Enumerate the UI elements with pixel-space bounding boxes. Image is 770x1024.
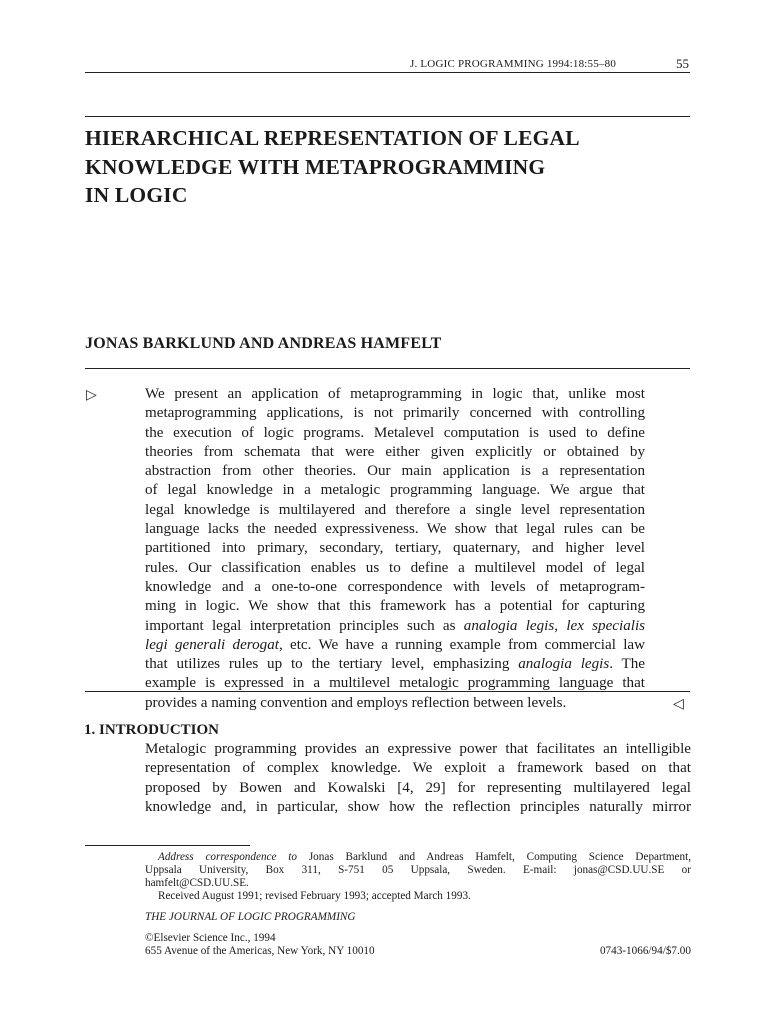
abstract-line: language lacks the needed expressiveness. We show that legal rules can be: [145, 521, 645, 538]
running-head: J. LOGIC PROGRAMMING 1994:18:55–80: [410, 58, 617, 70]
footnote-rule: [85, 845, 250, 846]
abstract-line: [145, 655, 645, 674]
authors: JONAS BARKLUND AND ANDREAS HAMFELT: [85, 335, 442, 352]
journal-name-text: THE JOURNAL OF LOGIC PROGRAMMING: [145, 911, 356, 923]
abstract-line: metaprogramming applications, is not primarily concerned with controlling: [145, 405, 645, 422]
publisher-address: 655 Avenue of the Americas, New York, NY 10010: [145, 945, 375, 957]
page-number: 55: [676, 56, 689, 71]
abstract-line: abstraction from other theories. Our main application is a representation: [145, 463, 645, 480]
abstract-term: analogia legis: [518, 656, 610, 673]
abstract-line: knowledge and a one-to-one correspondence with levels of metaprogram-: [145, 578, 645, 595]
title-line-2: KNOWLEDGE WITH METAPROGRAMMING: [85, 155, 546, 179]
intro-line: proposed by Bowen and Kowalski [4, 29] for representing multilayered legal: [145, 779, 691, 796]
footer-row: [145, 945, 691, 958]
intro-paragraph: [145, 740, 691, 817]
abstract-line: legal knowledge is multilayered and therefore a single level representation: [145, 501, 645, 518]
abstract-text: , etc. We have a running example from commercial law: [278, 636, 645, 653]
footnote-address-line: Uppsala University, Box 311, S-751 05 Uppsala, Sweden. E-mail: jonas@CSD.UU.SE or: [145, 864, 691, 876]
title-line-3: IN LOGIC: [85, 183, 188, 207]
abstract-text: . The: [609, 656, 645, 673]
title-top-rule: [85, 116, 690, 117]
abstract-line: provides a naming convention and employs reflection between levels.: [145, 694, 567, 711]
abstract-line: rules. Our classification enables us to define a multilevel model of legal: [145, 559, 645, 576]
authors-rule: [85, 368, 690, 369]
abstract-text: ,: [554, 617, 567, 634]
intro-line: knowledge and, in particular, show how the reflection principles naturally mirror: [145, 798, 691, 815]
footnote-address-line: hamfelt@CSD.UU.SE.: [145, 877, 249, 889]
footnote-address: [145, 851, 691, 864]
abstract-end-marker-icon: ◁: [673, 697, 684, 712]
footnote-text: Jonas Barklund and Andreas Hamfelt, Computing Science Department,: [297, 851, 691, 863]
abstract-term: legi generali derogat: [145, 636, 279, 653]
abstract-line: example is expressed in a multilevel metalogic programming language that: [145, 675, 645, 692]
abstract-text: that utilizes rules up to the tertiary level, emphasizing: [145, 656, 519, 673]
abstract-line: of legal knowledge in a metalogic programming language. We argue that: [145, 482, 645, 499]
abstract-line: [145, 636, 645, 655]
abstract: [145, 385, 645, 713]
footnote-address-label: Address correspondence to: [158, 851, 297, 863]
issn-code: 0743-1066/94/$7.00: [599, 945, 691, 957]
title-line-1: HIERARCHICAL REPRESENTATION OF LEGAL: [85, 126, 580, 150]
header-rule: [85, 72, 690, 73]
journal-name: [145, 911, 691, 924]
abstract-line: theories from schemata that were either given explicitly or obtained by: [145, 443, 645, 460]
abstract-line: partitioned into primary, secondary, tertiary, quaternary, and higher level: [145, 540, 645, 557]
abstract-line: We present an application of metaprogramming in logic that, unlike most: [145, 386, 645, 402]
abstract-text: important legal interpretation principles such as: [145, 617, 464, 634]
abstract-line: ming in logic. We show that this framework has a potential for capturing: [145, 598, 645, 615]
abstract-start-marker-icon: ▷: [86, 388, 97, 403]
section-heading: 1. INTRODUCTION: [84, 722, 220, 738]
abstract-bottom-rule: [85, 691, 690, 692]
copyright: ©Elsevier Science Inc., 1994: [145, 932, 276, 944]
footnote-received: Received August 1991; revised February 1993; accepted March 1993.: [158, 890, 471, 902]
abstract-line: [145, 617, 645, 636]
abstract-term: lex specialis: [566, 617, 646, 634]
footnote: [145, 851, 691, 958]
intro-line: Metalogic programming provides an expressive power that facilitates an intelligible: [145, 741, 691, 757]
intro-line: representation of complex knowledge. We exploit a framework based on that: [145, 760, 691, 777]
abstract-term: analogia legis: [463, 617, 555, 634]
abstract-line: the execution of logic programs. Metalevel computation is used to define: [145, 424, 645, 441]
